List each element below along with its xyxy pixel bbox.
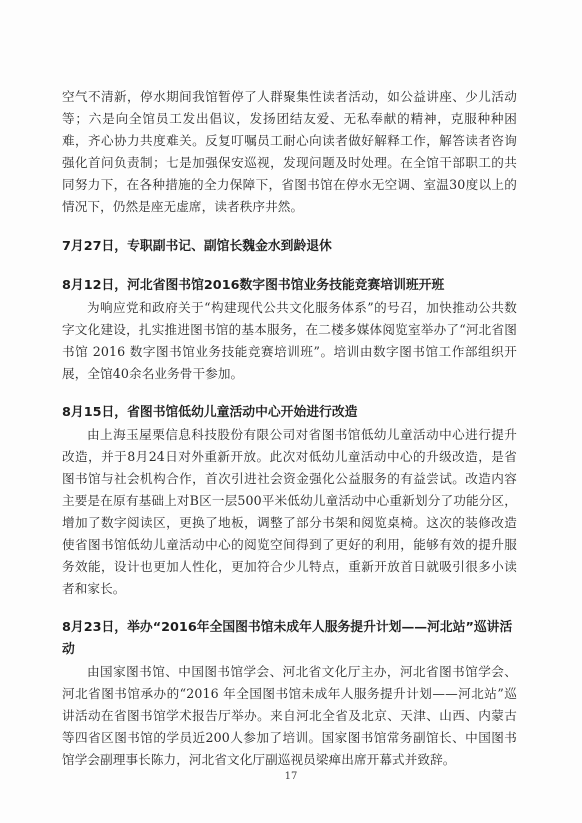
entry-body-aug15: 由上海玉屋栗信息科技股份有限公司对省图书馆低幼儿童活动中心进行提升改造，并于8月24日对外重新开放。此次对低幼儿童活动中心的升级改造，是省图书馆与社会机构合作，首次引进社会资金强化公益服务的有益尝试。改造内容主要是在原有基础上对B区一层500平米低幼儿童活动中心重新划分了功能分区，增加了数字阅读区，更换了地板，调整了部分书架和阅览桌椅。这次的装修改造使省图书馆低幼儿童活动中心的阅览空间得到了更好的利用，能够有效的提升服务效能，设计也更加人性化，更加符合少儿特点，重新开放首日就吸引很多小读者和家长。: [62, 427, 517, 596]
entry-heading-aug12: 8月12日，河北省图书馆2016数字图书馆业务技能竞赛培训班开班: [62, 278, 445, 293]
entry-heading-aug23: 8月23日，举办“2016年全国图书馆未成年人服务提升计划——河北站”巡讲活动: [62, 620, 513, 657]
entry-body-aug23: 由国家图书馆、中国图书馆学会、河北省文化厅主办，河北省图书馆学会、河北省图书馆承办的“2016 年全国图书馆未成年人服务提升计划——河北站”巡讲活动在省图书馆学术报告厅举办。来自河北全省及北京、天津、山西、内蒙古等四省区图书馆的学员近200人参加了培训。国家图书馆常务副馆长、中国图书馆学会副理事长陈力，河北省文化厅副巡视员梁瘅出席开幕式并致辞。: [62, 664, 517, 767]
page-number: 17: [284, 771, 298, 782]
entry-heading-aug15: 8月15日，省图书馆低幼儿童活动中心开始进行改造: [62, 405, 358, 420]
entry-heading-jul27: 7月27日，专职副书记、副馆长魏金水到龄退休: [62, 239, 332, 254]
entry-body-aug12: 为响应党和政府关于“构建现代公共文化服务体系”的号召，加快推动公共数字文化建设，扎实推进图书馆的基本服务，在二楼多媒体阅览室举办了“河北省图书馆 2016 数字图书馆业务技能竞赛培训班”。培训由数字图书馆工作部组织开展，全馆40余名业务骨干参加。: [62, 300, 517, 381]
intro-paragraph: 空气不清新，停水期间我馆暂停了人群聚集性读者活动，如公益讲座、少儿活动等；六是向全馆员工发出倡议，发扬团结友爱、无私奉献的精神，克服种种困难，齐心协力共度难关。反复叮嘱员工耐心向读者做好解释工作，解答读者咨询强化首问负责制；七是加强保安巡视，发现问题及时处理。在全馆干部职工的共同努力下，在各种措施的全力保障下，省图书馆在停水无空调、室温30度以上的情况下，仍然是座无虚席，读者秩序井然。: [62, 89, 517, 214]
page-content: [62, 86, 517, 771]
